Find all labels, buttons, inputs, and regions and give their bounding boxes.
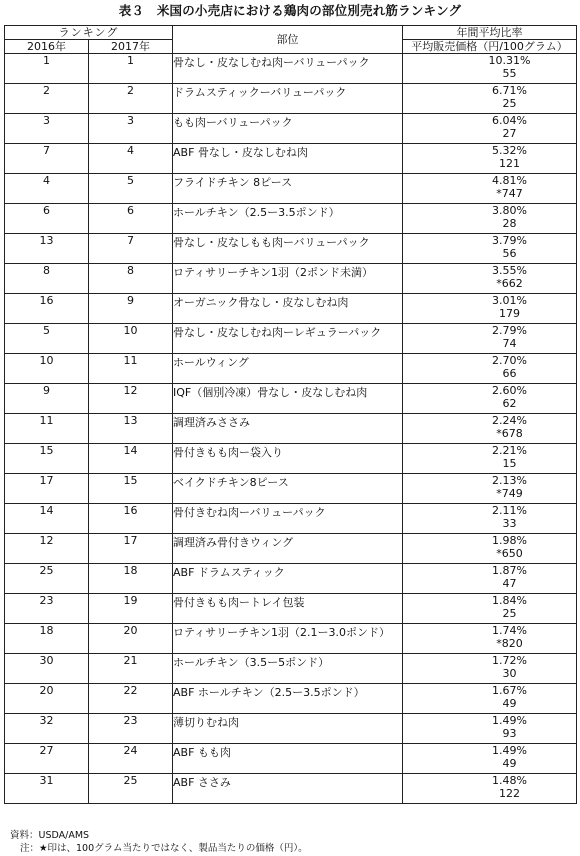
rank-2017: 21 bbox=[89, 654, 173, 684]
rank-2017: 23 bbox=[89, 714, 173, 744]
part-name: IQF（個別冷凍）骨なし・皮なしむね肉 bbox=[173, 384, 403, 414]
rank-2017: 18 bbox=[89, 564, 173, 594]
rank-2017: 19 bbox=[89, 594, 173, 624]
ratio-cell bbox=[403, 774, 577, 804]
rank-2017: 6 bbox=[89, 204, 173, 234]
annual-ratio: 1.84% bbox=[492, 594, 527, 607]
rank-2017: 11 bbox=[89, 354, 173, 384]
rank-2016: 17 bbox=[5, 474, 89, 504]
part-name: 骨なし・皮なしむね肉ーバリューパック bbox=[173, 54, 403, 84]
part-name: ホールウィング bbox=[173, 354, 403, 384]
annual-ratio: 1.49% bbox=[492, 744, 527, 757]
ratio-cell bbox=[403, 384, 577, 414]
table-row bbox=[5, 414, 577, 444]
rank-2016: 9 bbox=[5, 384, 89, 414]
annual-ratio: 2.60% bbox=[492, 384, 527, 397]
ratio-cell bbox=[403, 414, 577, 444]
average-price: 62 bbox=[502, 397, 517, 410]
rank-2016: 14 bbox=[5, 504, 89, 534]
annual-ratio: 4.81% bbox=[492, 174, 527, 187]
part-name: 骨なし・皮なしむね肉ーレギュラーパック bbox=[173, 324, 403, 354]
part-name: 調理済み骨付きウィング bbox=[173, 534, 403, 564]
ratio-cell bbox=[403, 264, 577, 294]
table-row bbox=[5, 174, 577, 204]
rank-2017: 8 bbox=[89, 264, 173, 294]
annual-ratio: 2.21% bbox=[492, 444, 527, 457]
average-price: 25 bbox=[502, 97, 517, 110]
annual-ratio: 3.01% bbox=[492, 294, 527, 307]
ratio-cell bbox=[403, 174, 577, 204]
rank-2016: 31 bbox=[5, 774, 89, 804]
part-name: ベイクドチキン8ピース bbox=[173, 474, 403, 504]
average-price: *678 bbox=[496, 427, 523, 440]
table-title: 表３ 米国の小売店における鶏肉の部位別売れ筋ランキング bbox=[118, 3, 462, 18]
average-price: 47 bbox=[502, 577, 517, 590]
rank-2016: 5 bbox=[5, 324, 89, 354]
average-price: *820 bbox=[496, 637, 523, 650]
part-name: ABF ドラムスティック bbox=[173, 564, 403, 594]
rank-2017: 20 bbox=[89, 624, 173, 654]
rank-2017: 7 bbox=[89, 234, 173, 264]
part-name: フライドチキン 8ピース bbox=[173, 174, 403, 204]
annual-ratio: 3.55% bbox=[492, 264, 527, 277]
rank-2017: 2 bbox=[89, 84, 173, 114]
rank-2017: 12 bbox=[89, 384, 173, 414]
rank-2016: 4 bbox=[5, 174, 89, 204]
ratio-cell bbox=[403, 474, 577, 504]
table-row bbox=[5, 624, 577, 654]
table-row bbox=[5, 444, 577, 474]
rank-2016: 25 bbox=[5, 564, 89, 594]
rank-2016: 8 bbox=[5, 264, 89, 294]
annual-ratio: 2.79% bbox=[492, 324, 527, 337]
annual-ratio: 5.32% bbox=[492, 144, 527, 157]
average-price: 179 bbox=[499, 307, 521, 320]
rank-2017: 9 bbox=[89, 294, 173, 324]
ratio-cell bbox=[403, 714, 577, 744]
average-price: 49 bbox=[502, 757, 517, 770]
footnotes bbox=[10, 829, 308, 855]
average-price: 33 bbox=[502, 517, 517, 530]
average-price: 66 bbox=[502, 367, 517, 380]
rank-2017: 1 bbox=[89, 54, 173, 84]
rank-2016: 20 bbox=[5, 684, 89, 714]
rank-2017: 15 bbox=[89, 474, 173, 504]
table-row bbox=[5, 474, 577, 504]
average-price: 122 bbox=[499, 787, 521, 800]
annual-ratio: 1.98% bbox=[492, 534, 527, 547]
table-row bbox=[5, 54, 577, 84]
rank-2017: 13 bbox=[89, 414, 173, 444]
part-name: 骨付きもも肉ートレイ包装 bbox=[173, 594, 403, 624]
rank-2016: 15 bbox=[5, 444, 89, 474]
ratio-cell bbox=[403, 84, 577, 114]
table-row bbox=[5, 384, 577, 414]
part-name: ABF もも肉 bbox=[173, 744, 403, 774]
annual-ratio: 1.72% bbox=[492, 654, 527, 667]
average-price: 15 bbox=[502, 457, 517, 470]
ratio-cell bbox=[403, 234, 577, 264]
table-row bbox=[5, 534, 577, 564]
table-row bbox=[5, 354, 577, 384]
rank-2016: 18 bbox=[5, 624, 89, 654]
rank-2017: 14 bbox=[89, 444, 173, 474]
part-name: 調理済みささみ bbox=[173, 414, 403, 444]
ratio-cell bbox=[403, 534, 577, 564]
header-part: 部位 bbox=[173, 26, 403, 54]
average-price: *650 bbox=[496, 547, 523, 560]
rank-2017: 16 bbox=[89, 504, 173, 534]
average-price: *749 bbox=[496, 487, 523, 500]
rank-2016: 12 bbox=[5, 534, 89, 564]
ranking-table bbox=[4, 25, 577, 804]
ratio-cell bbox=[403, 564, 577, 594]
annual-ratio: 6.04% bbox=[492, 114, 527, 127]
table-row bbox=[5, 144, 577, 174]
table-row bbox=[5, 504, 577, 534]
part-name: 骨付きむね肉ーバリューパック bbox=[173, 504, 403, 534]
header-year-2017: 2017年 bbox=[89, 40, 173, 54]
ratio-cell bbox=[403, 624, 577, 654]
price-note: 注：★印は、100グラム当たりではなく、製品当たりの価格（円）。 bbox=[20, 843, 308, 854]
rank-2016: 30 bbox=[5, 654, 89, 684]
ratio-cell bbox=[403, 504, 577, 534]
part-name: ABF ホールチキン（2.5ー3.5ポンド） bbox=[173, 684, 403, 714]
rank-2017: 4 bbox=[89, 144, 173, 174]
annual-ratio: 1.49% bbox=[492, 714, 527, 727]
rank-2017: 24 bbox=[89, 744, 173, 774]
rank-2017: 17 bbox=[89, 534, 173, 564]
annual-ratio: 2.24% bbox=[492, 414, 527, 427]
ratio-cell bbox=[403, 654, 577, 684]
source-note: 資料：USDA/AMS bbox=[10, 830, 90, 841]
annual-ratio: 2.70% bbox=[492, 354, 527, 367]
annual-ratio: 1.87% bbox=[492, 564, 527, 577]
table-row bbox=[5, 564, 577, 594]
part-name: オーガニック骨なし・皮なしむね肉 bbox=[173, 294, 403, 324]
rank-2016: 10 bbox=[5, 354, 89, 384]
ratio-cell bbox=[403, 744, 577, 774]
table-row bbox=[5, 234, 577, 264]
part-name: 薄切りむね肉 bbox=[173, 714, 403, 744]
part-name: ABF 骨なし・皮なしむね肉 bbox=[173, 144, 403, 174]
average-price: 121 bbox=[499, 157, 521, 170]
ratio-cell bbox=[403, 144, 577, 174]
rank-2016: 23 bbox=[5, 594, 89, 624]
rank-2016: 27 bbox=[5, 744, 89, 774]
annual-ratio: 10.31% bbox=[488, 54, 531, 67]
part-name: ロティサリーチキン1羽（2.1ー3.0ポンド） bbox=[173, 624, 403, 654]
table-row bbox=[5, 684, 577, 714]
rank-2016: 2 bbox=[5, 84, 89, 114]
ratio-cell bbox=[403, 684, 577, 714]
annual-ratio: 2.11% bbox=[492, 504, 527, 517]
average-price: 28 bbox=[502, 217, 517, 230]
ratio-cell bbox=[403, 294, 577, 324]
rank-2016: 11 bbox=[5, 414, 89, 444]
annual-ratio: 6.71% bbox=[492, 84, 527, 97]
table-row bbox=[5, 594, 577, 624]
rank-2017: 5 bbox=[89, 174, 173, 204]
part-name: ドラムスティックーバリューパック bbox=[173, 84, 403, 114]
table-row bbox=[5, 294, 577, 324]
annual-ratio: 1.67% bbox=[492, 684, 527, 697]
rank-2016: 16 bbox=[5, 294, 89, 324]
rank-2016: 1 bbox=[5, 54, 89, 84]
table-row bbox=[5, 264, 577, 294]
ratio-cell bbox=[403, 54, 577, 84]
ratio-cell bbox=[403, 324, 577, 354]
table-row bbox=[5, 714, 577, 744]
average-price: *662 bbox=[496, 277, 523, 290]
header-price: 平均販売価格（円/100グラム） bbox=[403, 40, 577, 54]
rank-2017: 10 bbox=[89, 324, 173, 354]
rank-2016: 13 bbox=[5, 234, 89, 264]
ratio-cell bbox=[403, 114, 577, 144]
average-price: 49 bbox=[502, 697, 517, 710]
annual-ratio: 3.80% bbox=[492, 204, 527, 217]
average-price: 27 bbox=[502, 127, 517, 140]
table-row bbox=[5, 114, 577, 144]
rank-2017: 22 bbox=[89, 684, 173, 714]
table-body bbox=[5, 54, 577, 804]
rank-2016: 7 bbox=[5, 144, 89, 174]
annual-ratio: 1.74% bbox=[492, 624, 527, 637]
average-price: 56 bbox=[502, 247, 517, 260]
ratio-cell bbox=[403, 594, 577, 624]
rank-2016: 3 bbox=[5, 114, 89, 144]
table-row bbox=[5, 654, 577, 684]
part-name: 骨なし・皮なしもも肉ーバリューパック bbox=[173, 234, 403, 264]
table-row bbox=[5, 204, 577, 234]
annual-ratio: 2.13% bbox=[492, 474, 527, 487]
part-name: 骨付きもも肉ー袋入り bbox=[173, 444, 403, 474]
ratio-cell bbox=[403, 444, 577, 474]
part-name: もも肉ーバリューパック bbox=[173, 114, 403, 144]
rank-2017: 3 bbox=[89, 114, 173, 144]
average-price: 55 bbox=[502, 67, 517, 80]
annual-ratio: 1.48% bbox=[492, 774, 527, 787]
average-price: 30 bbox=[502, 667, 517, 680]
table-row bbox=[5, 324, 577, 354]
ratio-cell bbox=[403, 204, 577, 234]
table-row bbox=[5, 774, 577, 804]
rank-2017: 25 bbox=[89, 774, 173, 804]
rank-2016: 6 bbox=[5, 204, 89, 234]
rank-2016: 32 bbox=[5, 714, 89, 744]
header-year-2016: 2016年 bbox=[5, 40, 89, 54]
annual-ratio: 3.79% bbox=[492, 234, 527, 247]
average-price: 74 bbox=[502, 337, 517, 350]
header-ratio: 年間平均比率 bbox=[403, 26, 577, 40]
part-name: ホールチキン（3.5ー5ポンド） bbox=[173, 654, 403, 684]
part-name: ホールチキン（2.5ー3.5ポンド） bbox=[173, 204, 403, 234]
header-ranking: ランキング bbox=[5, 26, 173, 40]
part-name: ロティサリーチキン1羽（2ポンド未満） bbox=[173, 264, 403, 294]
average-price: *747 bbox=[496, 187, 523, 200]
average-price: 25 bbox=[502, 607, 517, 620]
ratio-cell bbox=[403, 354, 577, 384]
part-name: ABF ささみ bbox=[173, 774, 403, 804]
table-row bbox=[5, 744, 577, 774]
table-row bbox=[5, 84, 577, 114]
average-price: 93 bbox=[502, 727, 517, 740]
